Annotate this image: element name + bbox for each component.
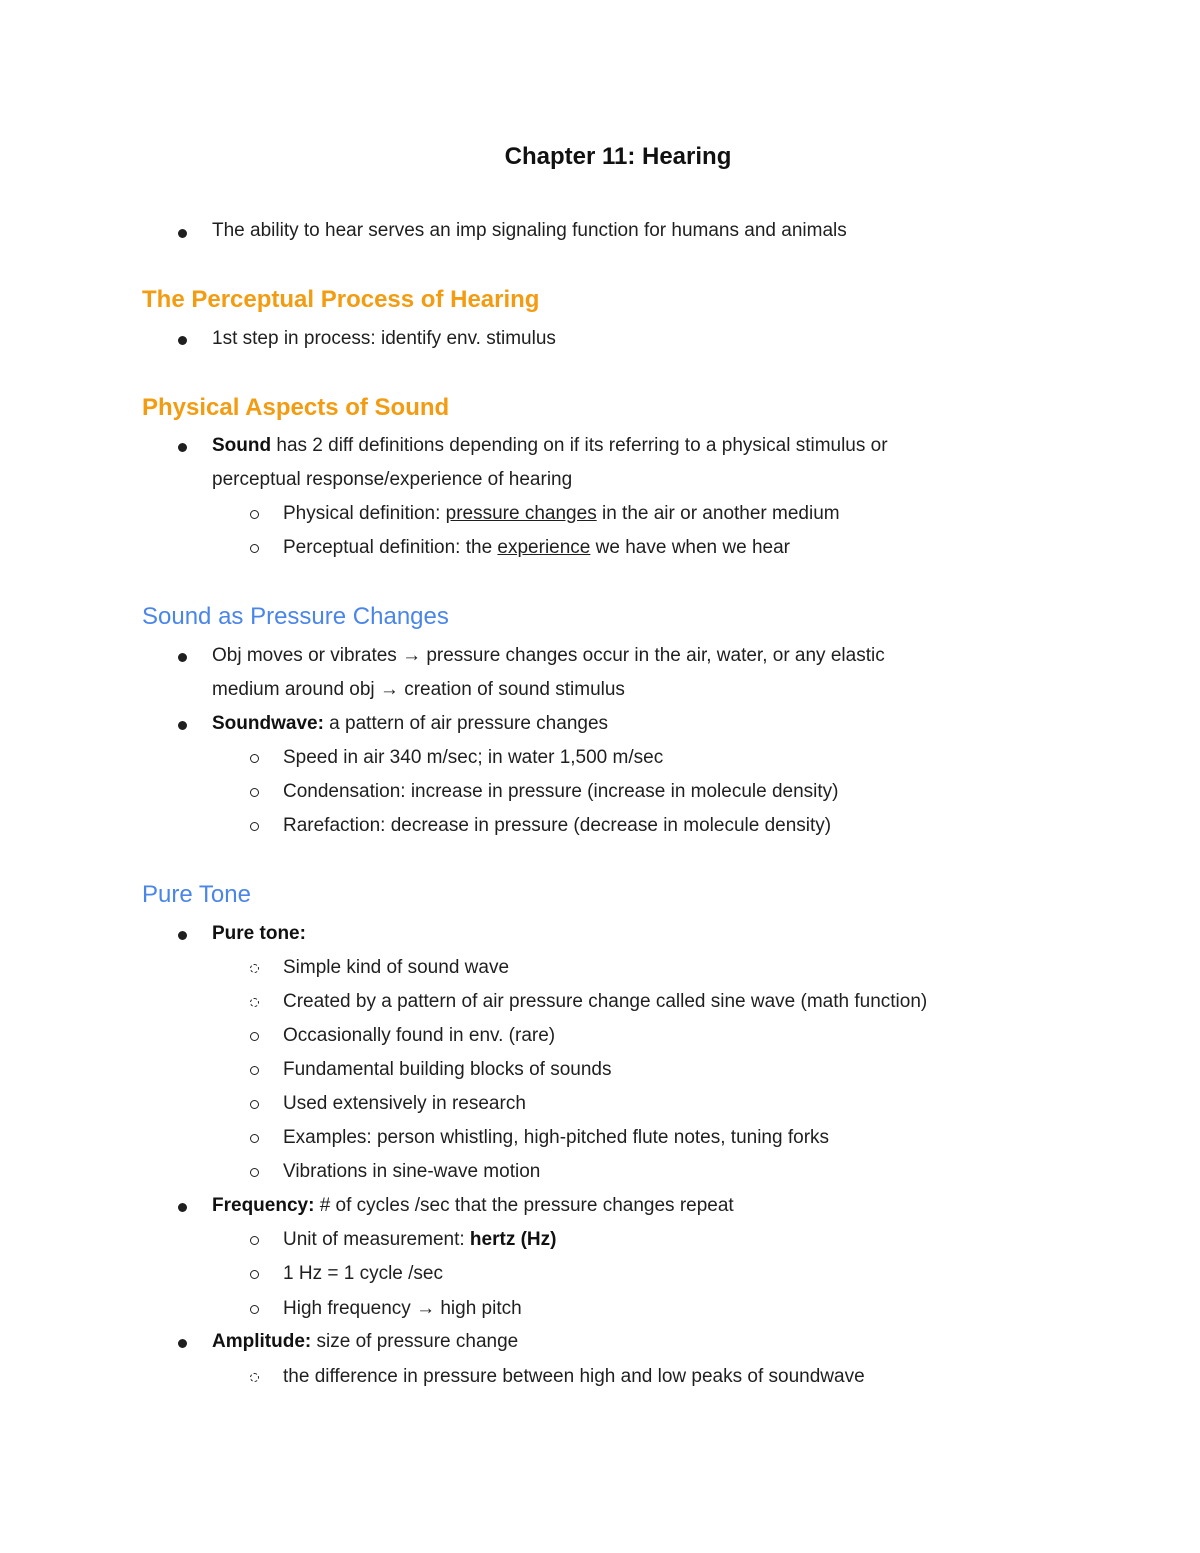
sub-bullet-icon: [250, 964, 259, 973]
list-item: 1st step in process: identify env. stimulus: [212, 328, 556, 349]
sub-item-text: we have when we hear: [590, 537, 790, 558]
bullet-icon: [178, 931, 187, 940]
sub-bullet-icon: [250, 1270, 259, 1279]
list-item-continuation: perceptual response/experience of hearing: [212, 469, 573, 490]
intro-text: The ability to hear serves an imp signaling function for humans and animals: [212, 220, 847, 241]
bullet-icon: [178, 721, 187, 730]
bullet-icon: [178, 653, 187, 662]
heading-perceptual-process: The Perceptual Process of Hearing: [142, 286, 540, 313]
list-item: [212, 1330, 518, 1354]
sub-list-item: Vibrations in sine-wave motion: [283, 1161, 541, 1182]
sub-list-item: Examples: person whistling, high-pitched flute notes, tuning forks: [283, 1127, 830, 1148]
sub-list-item: Fundamental building blocks of sounds: [283, 1059, 612, 1080]
sub-bullet-icon: [250, 1236, 259, 1245]
sub-item-text: Physical definition:: [283, 503, 446, 524]
sub-bullet-icon: [250, 1373, 259, 1382]
term-amplitude: Amplitude:: [212, 1331, 312, 1352]
heading-pressure-changes: Sound as Pressure Changes: [142, 603, 449, 630]
sub-list-item: [283, 536, 790, 560]
sub-bullet-icon: [250, 998, 259, 1007]
bullet-icon: [178, 443, 187, 452]
underlined-text: experience: [497, 537, 591, 558]
list-item-text: # of cycles /sec that the pressure changes repeat: [314, 1195, 734, 1216]
sub-list-item: Used extensively in research: [283, 1093, 526, 1114]
sub-list-item: [283, 502, 840, 526]
sub-bullet-icon: [250, 544, 259, 553]
term-soundwave: Soundwave:: [212, 713, 324, 734]
sub-list-item: the difference in pressure between high and low peaks of soundwave: [283, 1366, 865, 1387]
sub-list-item: High frequency → high pitch: [283, 1298, 522, 1319]
bullet-icon: [178, 336, 187, 345]
sub-list-item: 1 Hz = 1 cycle /sec: [283, 1263, 443, 1284]
sub-bullet-icon: [250, 510, 259, 519]
heading-pure-tone: Pure Tone: [142, 881, 251, 908]
sub-bullet-icon: [250, 754, 259, 763]
bullet-icon: [178, 1339, 187, 1348]
sub-bullet-icon: [250, 1100, 259, 1109]
term-sound: Sound: [212, 435, 272, 456]
sub-bullet-icon: [250, 1066, 259, 1075]
sub-list-item: Occasionally found in env. (rare): [283, 1025, 556, 1046]
list-item-continuation: medium around obj → creation of sound stimulus: [212, 679, 625, 700]
sub-list-item: Created by a pattern of air pressure change called sine wave (math function): [283, 991, 928, 1012]
sub-bullet-icon: [250, 1168, 259, 1177]
sub-list-item: Simple kind of sound wave: [283, 957, 510, 978]
sub-bullet-icon: [250, 1032, 259, 1041]
sub-item-text: Perceptual definition: the: [283, 537, 498, 558]
list-item: [212, 712, 608, 736]
heading-physical-aspects: Physical Aspects of Sound: [142, 394, 450, 421]
sub-bullet-icon: [250, 822, 259, 831]
list-item: [212, 922, 306, 946]
sub-list-item: [283, 1228, 556, 1252]
sub-list-item: Rarefaction: decrease in pressure (decrease in molecule density): [283, 815, 832, 836]
sub-item-text: in the air or another medium: [596, 503, 840, 524]
list-item-text: a pattern of air pressure changes: [323, 713, 609, 734]
list-item-text: has 2 diff definitions depending on if its referring to a physical stimulus or: [271, 435, 888, 456]
underlined-text: pressure changes: [445, 503, 597, 524]
bullet-icon: [178, 1203, 187, 1212]
sub-bullet-icon: [250, 1134, 259, 1143]
sub-list-item: Speed in air 340 m/sec; in water 1,500 m/sec: [283, 747, 664, 768]
list-item-text: size of pressure change: [311, 1331, 519, 1352]
sub-item-text: Unit of measurement:: [283, 1229, 470, 1250]
list-item: [212, 1194, 734, 1218]
page-title: Chapter 11: Hearing: [504, 143, 732, 170]
term-hertz: hertz (Hz): [469, 1229, 557, 1250]
list-item: Obj moves or vibrates → pressure changes occur in the air, water, or any elastic: [212, 645, 885, 666]
bullet-icon: [178, 229, 187, 238]
list-item: [212, 434, 888, 458]
term-pure-tone: Pure tone:: [212, 923, 306, 944]
sub-list-item: Condensation: increase in pressure (increase in molecule density): [283, 781, 839, 802]
term-frequency: Frequency:: [212, 1195, 315, 1216]
sub-bullet-icon: [250, 788, 259, 797]
sub-bullet-icon: [250, 1305, 259, 1314]
